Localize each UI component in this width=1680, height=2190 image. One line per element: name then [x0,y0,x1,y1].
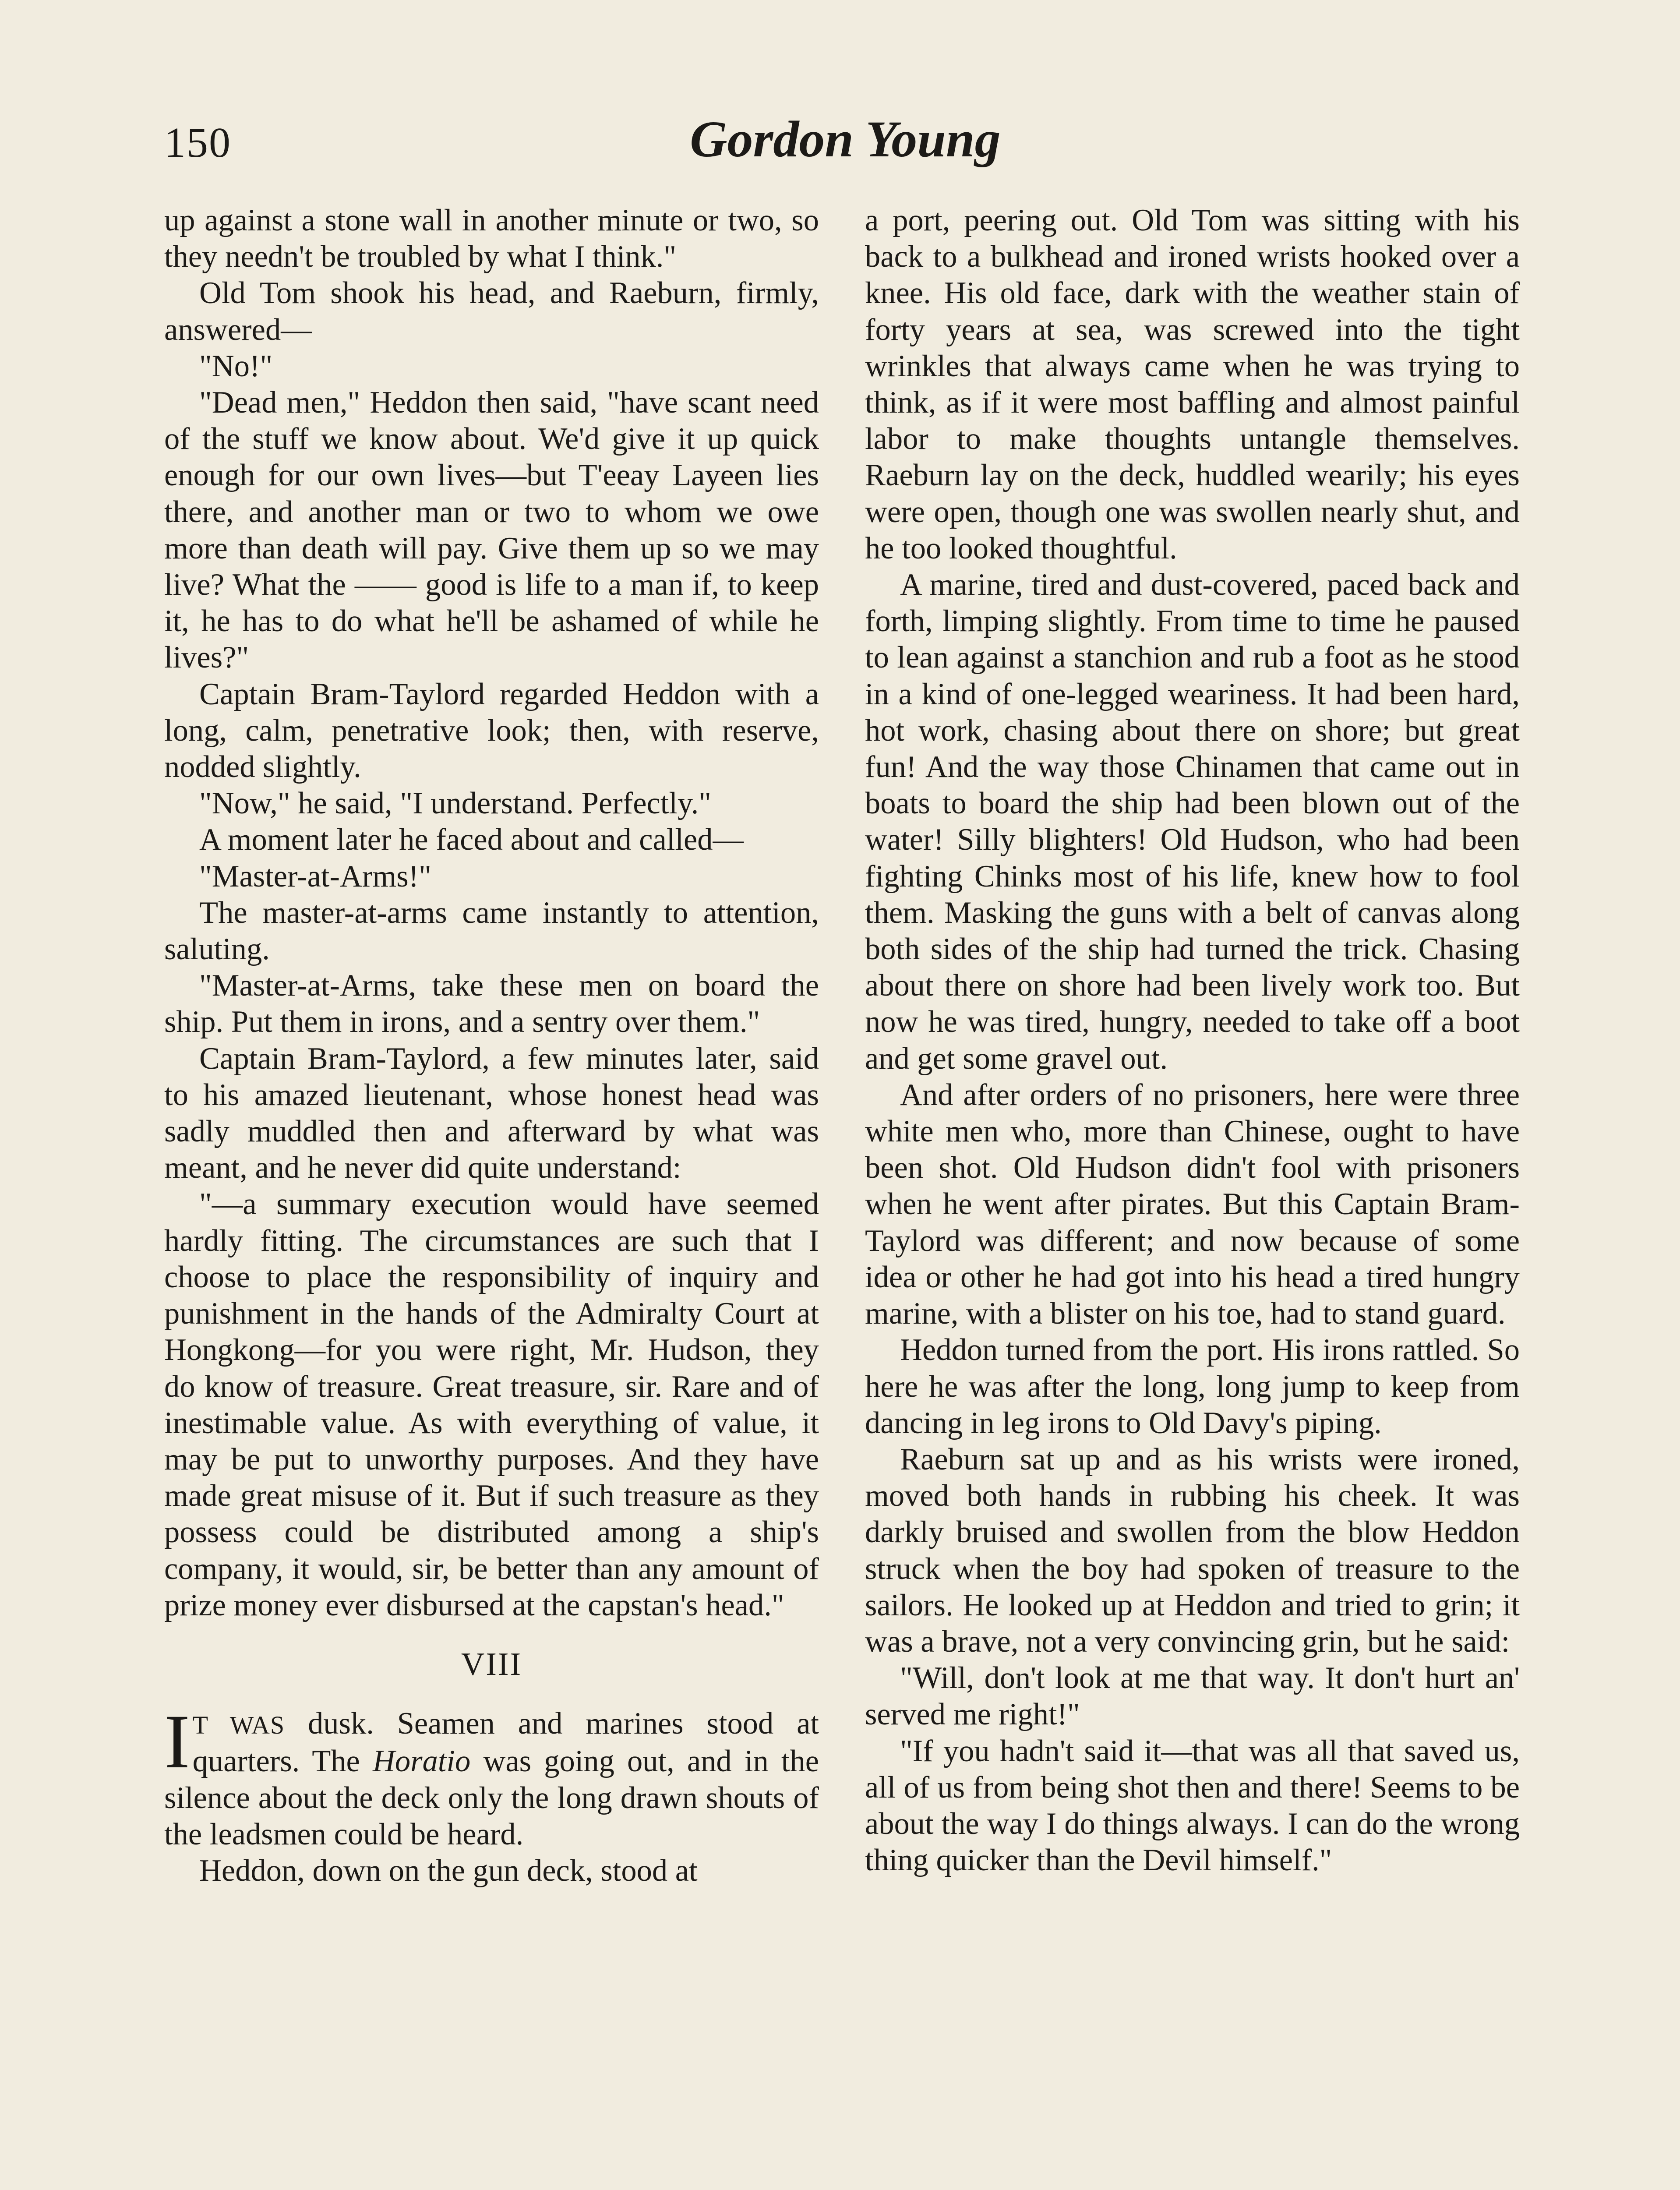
paragraph: Captain Bram-Taylord, a few minutes later, said to his amazed lieutenant, whose honest head was sadly muddled then and afterward by what was meant, and he never did quite understand: [164,1041,819,1185]
page-number: 150 [164,119,231,166]
paragraph: up against a stone wall in another minute or two, so they needn't be troubled by what I think." [164,203,819,274]
drop-cap: I [164,1699,190,1785]
paragraph: Captain Bram-Taylord regarded Heddon with a long, calm, penetrative look; then, with reserve, nodded slightly. [164,677,819,784]
ship-name: Horatio [372,1744,471,1779]
paragraph: "Now," he said, "I understand. Perfectly." [199,786,712,821]
right-column [865,202,1520,1879]
paragraph: "No!" [199,349,273,383]
paragraph: "If you hadn't said it—that was all that saved us, all of us from being shot then and there! Seems to be about the way I do things always. I can do the wrong thing quicker than the Devil himself." [865,1734,1520,1878]
paragraph: Old Tom shook his head, and Raeburn, firmly, answered— [164,276,819,347]
page-header [164,110,1526,180]
section-opening-paragraph [164,1699,819,1853]
paragraph: And after orders of no prisoners, here were three white men who, more than Chinese, ought to have been shot. Old Hudson didn't fool with prisoners when he went after pirates. But this Captain Bram-Taylord was different; and now because of some idea or other he had got into his head a tired hungry marine, with a blister on his toe, had to stand guard. [865,1077,1520,1331]
paragraph: A marine, tired and dust-covered, paced back and forth, limping slightly. From time to time he paused to lean against a stanchion and rub a foot as he stood in a kind of one-legged weariness. It had been hard, hot work, chasing about there on shore; but great fun! And the way those Chinamen that came out in boats to board the ship had been blown out of the water! Silly blighters! Old Hudson, who had been fighting Chinks most of his life, knew how to fool them. Masking the guns with a belt of canvas along both sides of the ship had turned the trick. Chasing about there on shore had been lively work too. But now he was tired, hungry, needed to take off a boot and get some gravel out. [865,568,1520,1076]
paragraph: "Master-at-Arms, take these men on board the ship. Put them in irons, and a sentry over them." [164,968,819,1039]
section-heading: VIII [461,1646,522,1682]
paragraph: Heddon, down on the gun deck, stood at [199,1853,698,1888]
paragraph: The master-at-arms came instantly to attention, saluting. [164,895,819,967]
paragraph: a port, peering out. Old Tom was sitting with his back to a bulkhead and ironed wrists hooked over a knee. His old face, dark with the weather stain of forty years at sea, was screwed into the tight wrinkles that always came when he was trying to think, as if it were most baffling and almost painful labor to make thoughts untangle themselves. Raeburn lay on the deck, huddled wearily; his eyes were open, though one was swollen nearly shut, and he too looked thoughtful. [865,203,1520,565]
opening-text-continued: was going out, and in the silence about the deck only the long drawn shouts of the leadsmen could be heard. [164,1744,819,1851]
paragraph: "Will, don't look at me that way. It don't hurt an' served me right!" [865,1661,1520,1732]
small-caps-lead: T WAS [192,1711,285,1740]
paragraph: "Dead men," Heddon then said, "have scant need of the stuff we know about. We'd give it up quick enough for our own lives—but T'eeay Layeen lies there, and another man or two to whom we owe more than death will pay. Give them up so we may live? What the —— good is life to a man if, to keep it, he has to do what he'll be ashamed of while he lives?" [164,385,819,675]
left-column [164,202,819,1889]
paragraph: "—a summary execution would have seemed hardly fitting. The circumstances are such that I choose to place the responsibility of inquiry and punishment in the hands of the Admiralty Court at Hongkong—for you were right, Mr. Hudson, they do know of treasure. Great treasure, sir. Rare and of inestimable value. As with everything of value, it may be put to unworthy purposes. And they have made great misuse of it. But if such treasure as they possess could be distributed among a ship's company, it would, sir, be better than any amount of prize money ever disbursed at the capstan's head." [164,1187,819,1622]
paragraph: Raeburn sat up and as his wrists were ironed, moved both hands in rubbing his cheek. It was darkly bruised and swollen from the blow Heddon struck when the boy had spoken of treasure to the sailors. He looked up at Heddon and tried to grin; it was a brave, not a very convincing grin, but he said: [865,1442,1520,1659]
running-head: Gordon Young [690,110,1001,168]
opening-text: dusk. Seamen and marines stood at quarters. The [192,1706,819,1779]
paragraph: "Master-at-Arms!" [199,859,431,894]
paragraph: A moment later he faced about and called— [199,823,744,857]
paragraph: Heddon turned from the port. His irons rattled. So here he was after the long, long jump to keep from dancing in leg irons to Old Davy's piping. [865,1333,1520,1440]
